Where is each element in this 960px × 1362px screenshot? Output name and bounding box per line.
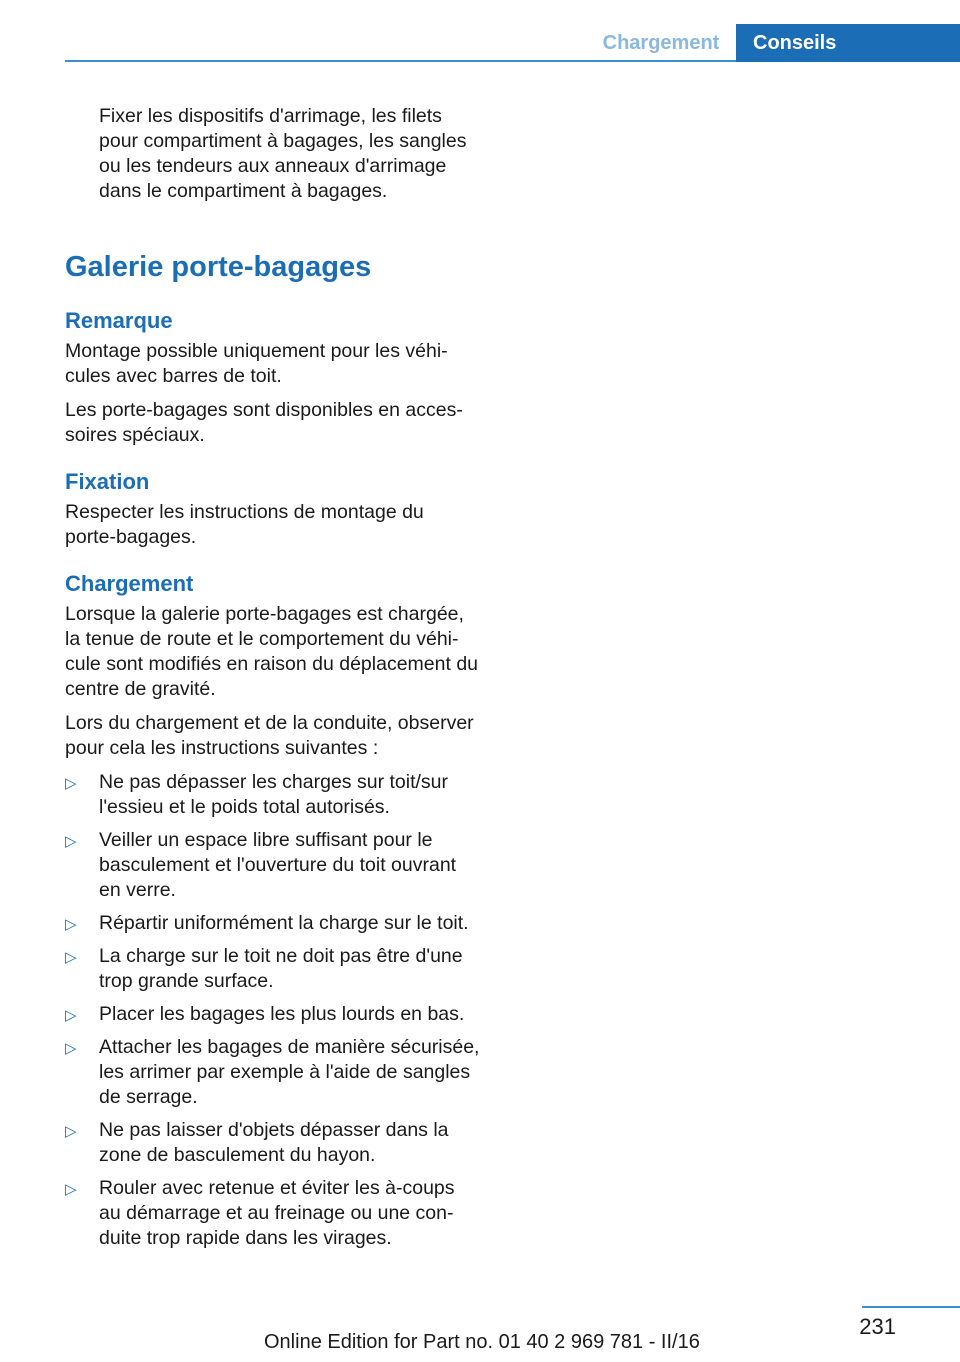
instructions-list: [65, 770, 480, 1251]
chargement-heading: Chargement: [65, 571, 194, 596]
list-item-text: Ne pas dépasser les charges sur toit/sur l'essieu et le poids total autorisés.: [99, 771, 449, 818]
list-item-text: Répartir uniformément la charge sur le toit.: [99, 912, 469, 934]
list-item: [65, 1176, 480, 1251]
list-item-text: Attacher les bagages de manière sécurisée, les arrimer par exemple à l'aide de sangles de serrage.: [99, 1036, 480, 1108]
list-item: [65, 770, 480, 820]
fixation-paragraph: Respecter les instructions de montage du porte-bagages.: [65, 501, 424, 548]
section-title: Galerie porte-bagages: [65, 251, 372, 283]
footer-rule: [862, 1306, 960, 1308]
bullet-triangle-icon: ▷: [65, 949, 77, 966]
intro-paragraph: Fixer les dispositifs d'arrimage, les filets pour compartiment à bagages, les sangles ou les tendeurs aux anneaux d'arrimage dans le compartiment à bagages.: [99, 105, 467, 202]
bullet-triangle-icon: ▷: [65, 916, 77, 933]
footer-edition: Online Edition for Part no. 01 40 2 969 781 - II/16: [264, 1331, 700, 1353]
bullet-triangle-icon: ▷: [65, 1040, 77, 1057]
list-item-text: Rouler avec retenue et éviter les à-coups au démarrage et au freinage ou une conduite trop rapide dans les virages.: [99, 1177, 455, 1249]
bullet-triangle-icon: ▷: [65, 775, 77, 792]
list-item: [65, 944, 480, 994]
chargement-paragraph-2: Lors du chargement et de la conduite, observer pour cela les instructions suivantes :: [65, 712, 474, 759]
list-item: [65, 1118, 480, 1168]
list-item: [65, 1002, 480, 1027]
remarque-paragraph-2: Les porte-bagages sont disponibles en accessoires spéciaux.: [65, 399, 463, 446]
list-item-text: Ne pas laisser d'objets dépasser dans la zone de basculement du hayon.: [99, 1119, 449, 1166]
list-item: [65, 828, 480, 903]
bullet-triangle-icon: ▷: [65, 1123, 77, 1140]
header-section-tab: Conseils: [736, 24, 960, 62]
fixation-heading: Fixation: [65, 469, 150, 494]
header-chapter: Chargement: [602, 32, 720, 54]
remarque-heading: Remarque: [65, 308, 173, 333]
bullet-triangle-icon: ▷: [65, 833, 77, 850]
bullet-triangle-icon: ▷: [65, 1181, 77, 1198]
list-item: [65, 911, 480, 936]
list-item-text: La charge sur le toit ne doit pas être d'une trop grande surface.: [99, 945, 463, 992]
list-item-text: Veiller un espace libre suffisant pour le basculement et l'ouverture du toit ouvrant en verre.: [99, 829, 457, 901]
list-item-text: Placer les bagages les plus lourds en bas.: [99, 1003, 465, 1025]
remarque-paragraph-1: Montage possible uniquement pour les véhicules avec barres de toit.: [65, 340, 448, 387]
main-column: [65, 104, 480, 1259]
list-item: [65, 1035, 480, 1110]
bullet-triangle-icon: ▷: [65, 1007, 77, 1024]
chargement-paragraph-1: Lorsque la galerie porte-bagages est chargée, la tenue de route et le comportement du véhicule sont modifiés en raison du déplacement du centre de gravité.: [65, 603, 479, 700]
page-number: 231: [859, 1314, 896, 1339]
